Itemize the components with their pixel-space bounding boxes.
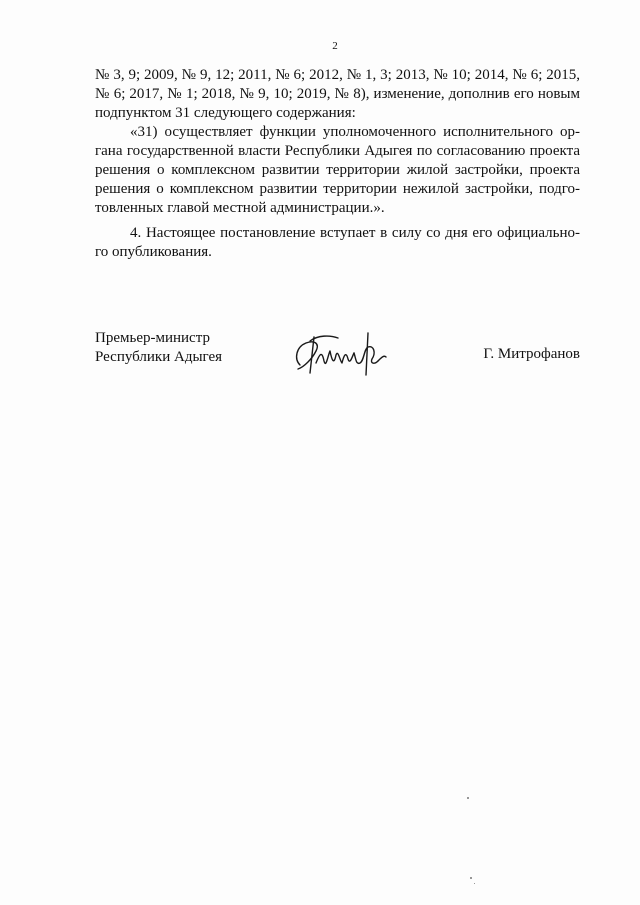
body-line: «31) осуществляет функции уполномоченного исполнительного ор- [130, 124, 580, 140]
signatory-position [95, 329, 222, 367]
body-line: решения о комплексном развитии территории нежилой застройки, подго- [95, 181, 580, 197]
body-line: № 3, 9; 2009, № 9, 12; 2011, № 6; 2012, № 1, 3; 2013, № 10; 2014, № 6; 2015, [95, 67, 580, 83]
body-line: гана государственной власти Республики Адыгея по согласованию проекта [95, 143, 580, 159]
signer-name: Г. Митрофанов [483, 346, 580, 362]
body-line: решения о комплексном развитии территории жилой застройки, проекта [95, 162, 580, 178]
body-line: 4. Настоящее постановление вступает в силу со дня его официально- [130, 225, 580, 241]
position-line: Премьер-министр [95, 330, 210, 346]
handwritten-signature [290, 329, 400, 377]
body-line: подпунктом 31 следующего содержания: [95, 105, 356, 121]
scan-speck [467, 797, 469, 799]
signature-block [95, 329, 580, 379]
position-line: Республики Адыгея [95, 349, 223, 365]
scan-speck [474, 883, 475, 884]
body-line: го опубликования. [95, 244, 212, 260]
body-line: товленных главой местной администрации.». [95, 200, 385, 216]
body-line: № 6; 2017, № 1; 2018, № 9, 10; 2019, № 8), изменение, дополнив его новым [95, 86, 580, 102]
scan-speck [470, 877, 472, 879]
page-number: 2 [332, 40, 338, 52]
